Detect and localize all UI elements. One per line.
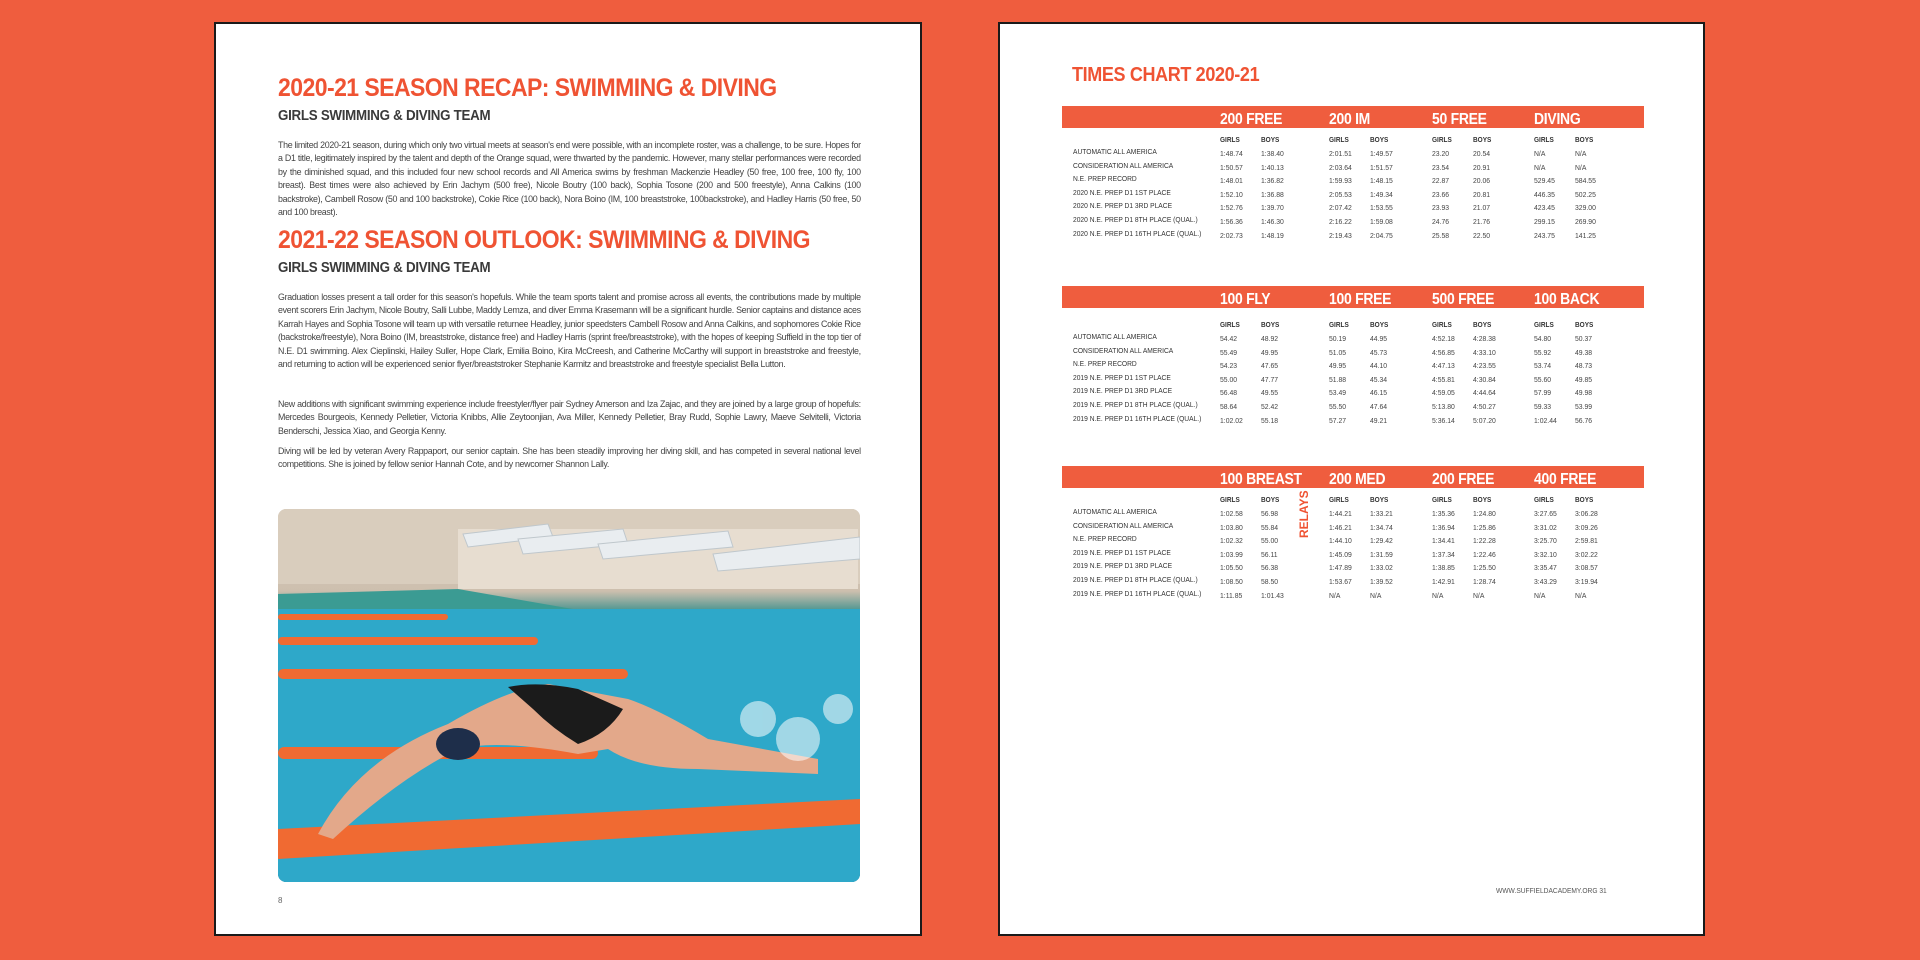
time-cell: 54.23 — [1220, 361, 1238, 371]
time-cell: 4:56.85 — [1432, 347, 1455, 357]
time-cell: 3:32.10 — [1534, 549, 1557, 559]
time-cell: 1:48.15 — [1370, 176, 1393, 186]
row-label: 2019 N.E. PREP D1 1ST PLACE — [1073, 547, 1171, 557]
event-name: 200 MED — [1329, 471, 1386, 488]
row-label: 2020 N.E. PREP D1 3RD PLACE — [1073, 201, 1173, 211]
time-cell: 1:33.02 — [1370, 563, 1393, 573]
time-cell: 45.34 — [1370, 374, 1388, 384]
time-cell: 55.50 — [1329, 402, 1347, 411]
girls-column-header: GIRLS — [1220, 135, 1240, 144]
time-cell: 48.92 — [1261, 334, 1279, 343]
time-cell: 48.73 — [1575, 361, 1593, 371]
time-cell: 1:36.88 — [1261, 189, 1284, 199]
time-cell: 329.00 — [1575, 203, 1596, 213]
boys-column-header: BOYS — [1575, 320, 1594, 329]
boys-column-header: BOYS — [1575, 135, 1594, 144]
time-cell: 51.88 — [1329, 374, 1347, 384]
girls-column-header: GIRLS — [1534, 320, 1554, 329]
time-cell: 56.48 — [1220, 388, 1238, 398]
time-cell: 54.42 — [1220, 334, 1238, 343]
row-label: 2019 N.E. PREP D1 1ST PLACE — [1073, 372, 1171, 382]
time-cell: 55.49 — [1220, 347, 1238, 357]
time-cell: 53.99 — [1575, 402, 1593, 411]
boys-column-header: BOYS — [1473, 495, 1492, 504]
event-name: 400 FREE — [1534, 471, 1597, 488]
time-cell: 1:46.30 — [1261, 217, 1284, 226]
event-name: 200 FREE — [1220, 111, 1283, 128]
time-cell: 46.15 — [1370, 388, 1388, 398]
time-cell: N/A — [1534, 149, 1546, 158]
time-cell: 1:34.41 — [1432, 536, 1455, 546]
row-label: AUTOMATIC ALL AMERICA — [1073, 147, 1157, 156]
time-cell: 3:43.29 — [1534, 577, 1557, 586]
time-cell: 1:05.50 — [1220, 563, 1243, 573]
time-cell: N/A — [1432, 590, 1444, 600]
time-cell: 502.25 — [1575, 189, 1596, 199]
time-cell: 2:59.81 — [1575, 536, 1598, 546]
time-cell: 24.76 — [1432, 217, 1450, 226]
girls-column-header: GIRLS — [1220, 495, 1240, 504]
time-cell: 4:33.10 — [1473, 347, 1496, 357]
time-cell: 1:24.80 — [1473, 509, 1496, 518]
time-cell: 49.85 — [1575, 374, 1593, 384]
time-cell: 269.90 — [1575, 217, 1596, 226]
time-cell: 3:08.57 — [1575, 563, 1598, 573]
boys-column-header: BOYS — [1370, 320, 1389, 329]
swimmer-photo-illustration — [278, 509, 860, 882]
time-cell: 57.99 — [1534, 388, 1552, 398]
time-cell: 1:36.94 — [1432, 522, 1455, 532]
row-label: CONSIDERATION ALL AMERICA — [1073, 520, 1174, 530]
boys-column-header: BOYS — [1473, 135, 1492, 144]
time-cell: 2:01.51 — [1329, 149, 1352, 158]
time-cell: 1:37.34 — [1432, 549, 1455, 559]
time-cell: 1:22.28 — [1473, 536, 1496, 546]
row-label: N.E. PREP RECORD — [1073, 534, 1137, 544]
time-cell: 5:07.20 — [1473, 415, 1496, 425]
swimmer-photo — [278, 509, 860, 882]
time-cell: 55.60 — [1534, 374, 1552, 384]
time-cell: 20.91 — [1473, 162, 1491, 172]
time-cell: 2:02.73 — [1220, 230, 1243, 240]
time-cell: 4:23.55 — [1473, 361, 1496, 371]
time-cell: 1:50.57 — [1220, 162, 1243, 172]
event-name: 100 FLY — [1220, 291, 1271, 308]
time-cell: 2:05.53 — [1329, 189, 1352, 199]
time-cell: 1:39.52 — [1370, 577, 1393, 586]
row-label: 2019 N.E. PREP D1 3RD PLACE — [1073, 386, 1173, 396]
times-table-3 — [1062, 466, 1644, 606]
time-cell: 4:30.84 — [1473, 374, 1496, 384]
recap-paragraph: The limited 2020-21 season, during which only two virtual meets at season's end were possible, with an incomplete roster, was a challenge, to be sure. Hopes for a D1 title, legitimately inspired by the talent and depth of the Orange squad, were thwarted by the pandemic. However, many stellar performances were recorded by the diminished squad, and this included four new school records and All America swims by freshman Mackenzie Headley (50 free, 100 free, 100 fly, 100 breast). Best times were also achieved by Erin Jachym (500 free), Nicole Boutry (100 back), Sophia Tosone (200 and 500 freestyle), Anna Calkins (100 backstroke), Cambell Rosow (50 and 100 backstroke), Cokie Rice (100 back), Nora Boino (IM, 100 breaststroke, 100backstroke), and Hadley Harris (50 free, 50 and 100 breast). — [278, 140, 861, 219]
time-cell: 3:02.22 — [1575, 549, 1598, 559]
time-cell: 1:08.50 — [1220, 577, 1243, 586]
event-name: 50 FREE — [1432, 111, 1487, 128]
times-table-1 — [1062, 106, 1644, 246]
time-cell: 2:16.22 — [1329, 217, 1352, 226]
girls-column-header: GIRLS — [1432, 135, 1452, 144]
event-name: 100 BREAST — [1220, 471, 1302, 488]
outlook-paragraph-2: New additions with significant swimming experience include freestyler/flyer pair Sydney Amerson and Iza Zajac, and they are joined by a large group of hopefuls: Mercedes Bourgeois, Kennedy Pelletier, Victoria Knibbs, Allie Zeytoonjian, Ava Miller, Kennedy Pelletier, Bray Rudd, Sophie Lawry, Maeve Selvitelli, Victoria Benderschi, Jessica Xiao, and Georgia Kenny. — [278, 399, 861, 437]
time-cell: 3:35.47 — [1534, 563, 1557, 573]
time-cell: 49.38 — [1575, 347, 1593, 357]
time-cell: 1:38.85 — [1432, 563, 1455, 573]
time-cell: N/A — [1575, 590, 1587, 600]
time-cell: N/A — [1534, 162, 1546, 172]
time-cell: 1:22.46 — [1473, 549, 1496, 559]
time-cell: 1:03.99 — [1220, 549, 1243, 559]
time-cell: 4:44.64 — [1473, 388, 1496, 398]
time-cell: 44.95 — [1370, 334, 1388, 343]
time-cell: 47.77 — [1261, 374, 1279, 384]
time-cell: 44.10 — [1370, 361, 1388, 371]
girls-column-header: GIRLS — [1220, 320, 1240, 329]
time-cell: 1:49.57 — [1370, 149, 1393, 158]
time-cell: 1:01.43 — [1261, 590, 1284, 600]
time-cell: 1:31.59 — [1370, 549, 1393, 559]
outlook-paragraph-3: Diving will be led by veteran Avery Rappaport, our senior captain. She has been steadily improving her diving skill, and has competed in several national level competitions. She is joined by fellow senior Hannah Cote, and by newcomer Shannon Lally. — [278, 446, 861, 471]
row-label: 2020 N.E. PREP D1 8TH PLACE (QUAL.) — [1073, 215, 1198, 224]
time-cell: 49.95 — [1261, 347, 1279, 357]
time-cell: 55.00 — [1220, 374, 1238, 384]
time-cell: 55.84 — [1261, 522, 1279, 532]
row-label: 2020 N.E. PREP D1 16TH PLACE (QUAL.) — [1073, 228, 1202, 238]
time-cell: 1:48.01 — [1220, 176, 1243, 186]
time-cell: 2:19.43 — [1329, 230, 1352, 240]
time-cell: 53.74 — [1534, 361, 1552, 371]
boys-column-header: BOYS — [1370, 495, 1389, 504]
girls-column-header: GIRLS — [1432, 495, 1452, 504]
time-cell: 25.58 — [1432, 230, 1450, 240]
row-label: AUTOMATIC ALL AMERICA — [1073, 507, 1157, 516]
time-cell: 52.42 — [1261, 402, 1279, 411]
time-cell: 1:34.74 — [1370, 522, 1393, 532]
time-cell: 55.18 — [1261, 415, 1279, 425]
time-cell: 50.19 — [1329, 334, 1347, 343]
time-cell: 49.21 — [1370, 415, 1388, 425]
time-cell: 4:47.13 — [1432, 361, 1455, 371]
time-cell: 584.55 — [1575, 176, 1596, 186]
time-cell: 1:25.86 — [1473, 522, 1496, 532]
time-cell: 1:52.76 — [1220, 203, 1243, 213]
time-cell: 4:50.27 — [1473, 402, 1496, 411]
time-cell: 59.33 — [1534, 402, 1552, 411]
time-cell: 1:11.85 — [1220, 590, 1243, 600]
boys-column-header: BOYS — [1261, 495, 1280, 504]
time-cell: 56.38 — [1261, 563, 1279, 573]
time-cell: N/A — [1329, 590, 1341, 600]
time-cell: 47.65 — [1261, 361, 1279, 371]
row-label: 2019 N.E. PREP D1 8TH PLACE (QUAL.) — [1073, 400, 1198, 409]
time-cell: 23.66 — [1432, 189, 1450, 199]
boys-column-header: BOYS — [1575, 495, 1594, 504]
time-cell: 1:02.44 — [1534, 415, 1557, 425]
time-cell: 3:31.02 — [1534, 522, 1557, 532]
time-cell: 4:59.05 — [1432, 388, 1455, 398]
time-cell: 2:07.42 — [1329, 203, 1352, 213]
time-cell: 1:49.34 — [1370, 189, 1393, 199]
outlook-subtitle: GIRLS SWIMMING & DIVING TEAM — [278, 260, 491, 276]
time-cell: 1:02.02 — [1220, 415, 1243, 425]
event-name: DIVING — [1534, 111, 1581, 128]
girls-column-header: GIRLS — [1329, 495, 1349, 504]
girls-column-header: GIRLS — [1329, 135, 1349, 144]
time-cell: 243.75 — [1534, 230, 1555, 240]
time-cell: 1:56.36 — [1220, 217, 1243, 226]
time-cell: 1:02.32 — [1220, 536, 1243, 546]
time-cell: 45.73 — [1370, 347, 1388, 357]
time-cell: N/A — [1575, 162, 1587, 172]
time-cell: 1:48.19 — [1261, 230, 1284, 240]
event-name: 200 FREE — [1432, 471, 1495, 488]
time-cell: 23.54 — [1432, 162, 1450, 172]
row-label: N.E. PREP RECORD — [1073, 359, 1137, 369]
time-cell: N/A — [1473, 590, 1485, 600]
time-cell: 47.64 — [1370, 402, 1388, 411]
time-cell: 55.00 — [1261, 536, 1279, 546]
time-cell: 4:55.81 — [1432, 374, 1455, 384]
time-cell: 446.35 — [1534, 189, 1555, 199]
girls-column-header: GIRLS — [1329, 320, 1349, 329]
time-cell: 56.98 — [1261, 509, 1279, 518]
boys-column-header: BOYS — [1473, 320, 1492, 329]
time-cell: 1:59.08 — [1370, 217, 1393, 226]
time-cell: 1:53.55 — [1370, 203, 1393, 213]
times-table-2 — [1062, 286, 1644, 426]
outlook-paragraph-1: Graduation losses present a tall order for this season's hopefuls. While the team sports talent and promise across all events, the contributions made by multiple event scorers Erin Jachym, Nicole Boutry, Salli Lubbe, Maddy Lemza, and diver Emma Krasemann will be a significant hurdle. Senior captains and distance aces Karrah Hayes and Sophia Tosone will team up with versatile returnee Headley, junior speedsters Cambell Rosow and Anna Calkins, and sophomores Cokie Rice (backstroke/freestyle), Nora Boino (IM, breaststroke, distance free) and Hadley Harris (sprint free/breaststroke), with the hopes of keeping Suffield in the top tier of N.E. D1 swimming. Alex Cieplinski, Hailey Suller, Hope Clark, Emilia Boino, Kira McCreesh, and Catherine McCarthy will support in breaststroke and freestyle, and returning to action will be experienced senior flyer/breaststroker Stephanie Karmitz and breaststroke and freestyle specialist Bella Lutton. — [278, 292, 861, 371]
time-cell: 4:28.38 — [1473, 334, 1496, 343]
time-cell: 1:40.13 — [1261, 162, 1284, 172]
time-cell: 56.76 — [1575, 415, 1593, 425]
time-cell: 23.20 — [1432, 149, 1450, 158]
time-cell: 529.45 — [1534, 176, 1555, 186]
row-label: 2019 N.E. PREP D1 16TH PLACE (QUAL.) — [1073, 588, 1202, 598]
time-cell: 55.92 — [1534, 347, 1552, 357]
time-cell: 3:06.28 — [1575, 509, 1598, 518]
time-cell: 1:25.50 — [1473, 563, 1496, 573]
row-label: 2019 N.E. PREP D1 3RD PLACE — [1073, 561, 1173, 571]
time-cell: 1:38.40 — [1261, 149, 1284, 158]
time-cell: 2:04.75 — [1370, 230, 1393, 240]
times-chart-title: TIMES CHART 2020-21 — [1072, 64, 1260, 86]
time-cell: 20.06 — [1473, 176, 1491, 186]
time-cell: 1:02.58 — [1220, 509, 1243, 518]
time-cell: 1:47.89 — [1329, 563, 1352, 573]
boys-column-header: BOYS — [1370, 135, 1389, 144]
time-cell: 56.11 — [1261, 549, 1278, 559]
time-cell: 58.50 — [1261, 577, 1279, 586]
time-cell: 5:36.14 — [1432, 415, 1455, 425]
page-number-left: 8 — [278, 896, 283, 905]
row-label: CONSIDERATION ALL AMERICA — [1073, 345, 1174, 355]
row-label: 2020 N.E. PREP D1 1ST PLACE — [1073, 187, 1171, 197]
time-cell: 49.98 — [1575, 388, 1593, 398]
recap-subtitle: GIRLS SWIMMING & DIVING TEAM — [278, 108, 491, 124]
time-cell: 53.49 — [1329, 388, 1347, 398]
time-cell: 1:51.57 — [1370, 162, 1393, 172]
time-cell: 5:13.80 — [1432, 402, 1455, 411]
time-cell: 1:45.09 — [1329, 549, 1352, 559]
time-cell: 1:53.67 — [1329, 577, 1352, 586]
time-cell: 1:44.10 — [1329, 536, 1352, 546]
row-label: AUTOMATIC ALL AMERICA — [1073, 332, 1157, 341]
event-name: 500 FREE — [1432, 291, 1495, 308]
time-cell: N/A — [1575, 149, 1587, 158]
time-cell: 50.37 — [1575, 334, 1593, 343]
time-cell: 1:35.36 — [1432, 509, 1455, 518]
time-cell: 299.15 — [1534, 217, 1555, 226]
time-cell: 3:25.70 — [1534, 536, 1557, 546]
time-cell: N/A — [1534, 590, 1546, 600]
time-cell: 4:52.18 — [1432, 334, 1455, 343]
boys-column-header: BOYS — [1261, 135, 1280, 144]
row-label: 2019 N.E. PREP D1 8TH PLACE (QUAL.) — [1073, 575, 1198, 584]
footer-url-page: WWW.SUFFIELDACADEMY.ORG 31 — [1496, 886, 1607, 895]
time-cell: 1:48.74 — [1220, 149, 1243, 158]
time-cell: 1:33.21 — [1370, 509, 1393, 518]
time-cell: 54.80 — [1534, 334, 1552, 343]
time-cell: 57.27 — [1329, 415, 1347, 425]
girls-column-header: GIRLS — [1432, 320, 1452, 329]
time-cell: 21.07 — [1473, 203, 1491, 213]
time-cell: 22.50 — [1473, 230, 1491, 240]
time-cell: 22.87 — [1432, 176, 1450, 186]
time-cell: 49.55 — [1261, 388, 1279, 398]
time-cell: 1:59.93 — [1329, 176, 1352, 186]
time-cell: 3:09.26 — [1575, 522, 1598, 532]
time-cell: 1:42.91 — [1432, 577, 1455, 586]
event-name: 200 IM — [1329, 111, 1371, 128]
time-cell: 51.05 — [1329, 347, 1347, 357]
boys-column-header: BOYS — [1261, 320, 1280, 329]
row-label: CONSIDERATION ALL AMERICA — [1073, 160, 1174, 170]
time-cell: 1:36.82 — [1261, 176, 1284, 186]
time-cell: 1:52.10 — [1220, 189, 1243, 199]
right-page — [998, 22, 1705, 936]
event-name: 100 BACK — [1534, 291, 1600, 308]
girls-column-header: GIRLS — [1534, 135, 1554, 144]
time-cell: 20.54 — [1473, 149, 1491, 158]
time-cell: 21.76 — [1473, 217, 1491, 226]
recap-title: 2020-21 SEASON RECAP: SWIMMING & DIVING — [278, 74, 777, 102]
relays-label: RELAYS — [1297, 490, 1311, 538]
time-cell: N/A — [1370, 590, 1382, 600]
time-cell: 423.45 — [1534, 203, 1555, 213]
event-name: 100 FREE — [1329, 291, 1392, 308]
outlook-title: 2021-22 SEASON OUTLOOK: SWIMMING & DIVING — [278, 226, 811, 254]
girls-column-header: GIRLS — [1534, 495, 1554, 504]
time-cell: 1:29.42 — [1370, 536, 1393, 546]
time-cell: 1:44.21 — [1329, 509, 1352, 518]
time-cell: 58.64 — [1220, 402, 1238, 411]
time-cell: 1:46.21 — [1329, 522, 1352, 532]
time-cell: 1:28.74 — [1473, 577, 1496, 586]
time-cell: 1:39.70 — [1261, 203, 1284, 213]
time-cell: 2:03.64 — [1329, 162, 1352, 172]
time-cell: 1:03.80 — [1220, 522, 1243, 532]
time-cell: 20.81 — [1473, 189, 1491, 199]
time-cell: 141.25 — [1575, 230, 1596, 240]
left-page — [214, 22, 922, 936]
time-cell: 3:19.94 — [1575, 577, 1598, 586]
time-cell: 23.93 — [1432, 203, 1450, 213]
row-label: 2019 N.E. PREP D1 16TH PLACE (QUAL.) — [1073, 413, 1202, 423]
row-label: N.E. PREP RECORD — [1073, 174, 1137, 184]
time-cell: 49.95 — [1329, 361, 1347, 371]
time-cell: 3:27.65 — [1534, 509, 1557, 518]
